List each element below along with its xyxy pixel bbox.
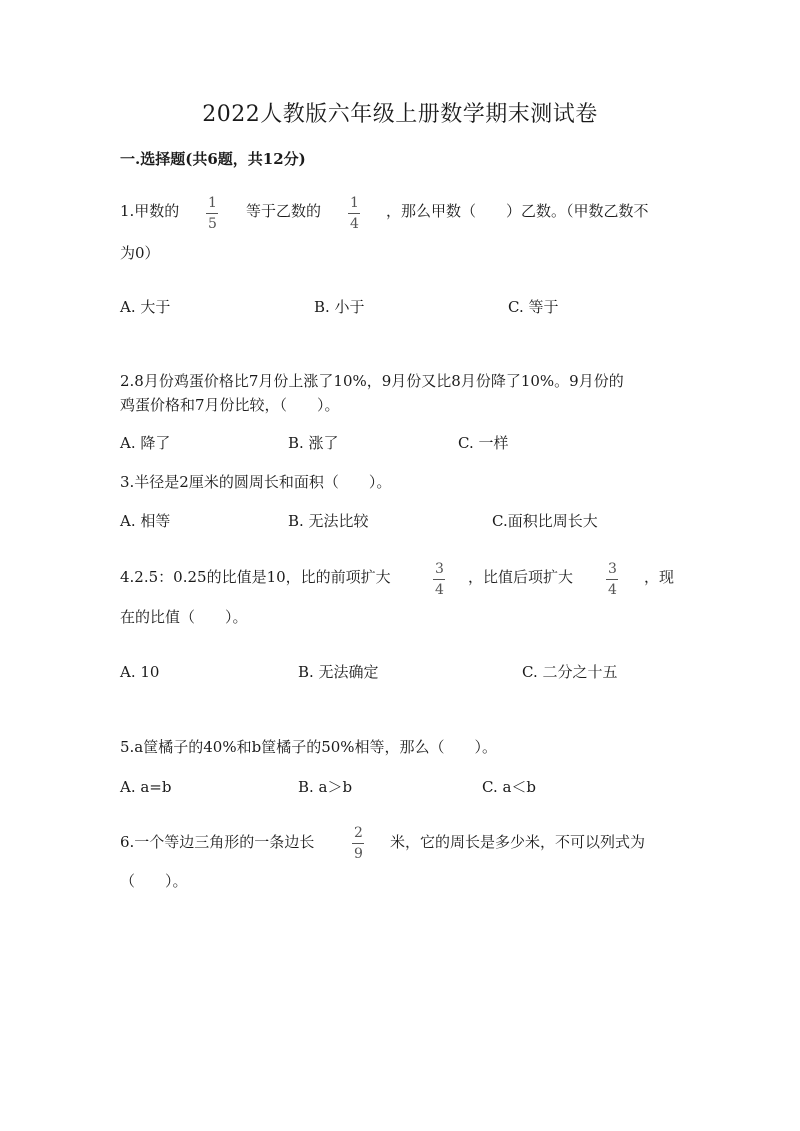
- q5-option-c: C. a＜b: [482, 778, 537, 796]
- q4-text-d: 在的比值（ ）。: [120, 608, 248, 626]
- q6-text-c: （ ）。: [120, 872, 188, 890]
- q4-fraction-1-denominator: 4: [435, 582, 444, 598]
- q1-option-c: C. 等于: [508, 298, 559, 316]
- q4-text-a: 4.2.5：0.25的比值是10，比的前项扩大: [120, 568, 391, 586]
- fraction-bar: [606, 579, 618, 580]
- q1-fraction-1-numerator: 1: [208, 195, 217, 211]
- q6-fraction-1-denominator: 9: [354, 846, 363, 862]
- q4-fraction-2-denominator: 4: [608, 582, 617, 598]
- q2-option-b: B. 涨了: [288, 434, 339, 452]
- q4-text-c: ，现: [644, 568, 675, 586]
- q6-text-b: 米，它的周长是多少米，不可以列式为: [390, 833, 646, 851]
- q3-option-b: B. 无法比较: [288, 512, 369, 530]
- q1-text-b: 等于乙数的: [246, 202, 322, 220]
- q3-text: 3.半径是2厘米的圆周长和面积（ ）。: [120, 473, 392, 491]
- q1-fraction-1-denominator: 5: [208, 216, 217, 232]
- q4-text-b: ，比值后项扩大: [468, 568, 574, 586]
- q1-option-a: A. 大于: [120, 298, 171, 316]
- fraction-bar: [352, 843, 364, 844]
- q1-text-a: 1.甲数的: [120, 202, 180, 220]
- q6-text-a: 6.一个等边三角形的一条边长: [120, 833, 315, 851]
- q4-option-c: C. 二分之十五: [522, 663, 618, 681]
- q4-fraction-2-numerator: 3: [608, 561, 617, 577]
- q1-fraction-2-numerator: 1: [350, 195, 359, 211]
- q5-option-a: A. a=b: [120, 778, 172, 796]
- q1-fraction-1: [206, 196, 219, 231]
- q1-text-d: 为0）: [120, 244, 160, 262]
- q2-option-c: C. 一样: [458, 434, 509, 452]
- q4-fraction-2: [606, 562, 619, 597]
- q4-option-b: B. 无法确定: [298, 663, 379, 681]
- section-heading: 一.选择题(共6题，共12分): [120, 150, 306, 168]
- page-title: 2022人教版六年级上册数学期末测试卷: [202, 102, 598, 127]
- fraction-bar: [206, 213, 218, 214]
- q5-text: 5.a筐橘子的40%和b筐橘子的50%相等，那么（ ）。: [120, 738, 498, 756]
- fraction-bar: [433, 579, 445, 580]
- q1-fraction-2-denominator: 4: [350, 216, 359, 232]
- fraction-bar: [348, 213, 360, 214]
- q3-option-a: A. 相等: [120, 512, 171, 530]
- q4-fraction-1: [433, 562, 446, 597]
- q4-fraction-1-numerator: 3: [435, 561, 444, 577]
- q1-fraction-2: [348, 196, 361, 231]
- q6-fraction-1-numerator: 2: [354, 825, 363, 841]
- q6-fraction-1: [352, 826, 365, 861]
- q1-option-b: B. 小于: [314, 298, 365, 316]
- q3-option-c: C.面积比周长大: [492, 512, 598, 530]
- q1-text-c: ，那么甲数（ ）乙数。（甲数乙数不: [386, 202, 649, 220]
- q2-text-line-1: 2.8月份鸡蛋价格比7月份上涨了10%，9月份又比8月份降了10%。9月份的: [120, 372, 624, 390]
- q2-text-line-2: 鸡蛋价格和7月份比较，（ ）。: [120, 396, 340, 414]
- q2-option-a: A. 降了: [120, 434, 171, 452]
- q5-option-b: B. a＞b: [298, 778, 353, 796]
- q4-option-a: A. 10: [120, 663, 160, 681]
